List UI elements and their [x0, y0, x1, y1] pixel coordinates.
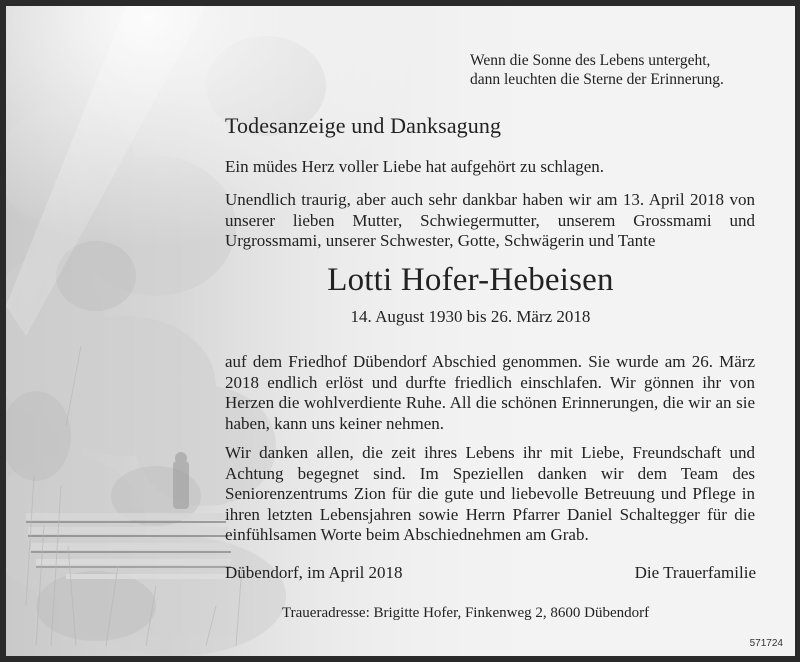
motto-quote: [470, 51, 724, 89]
background-photo-garden-bench: [6, 6, 795, 656]
ad-code: 571724: [749, 638, 783, 649]
place-and-date: Dübendorf, im April 2018: [225, 563, 403, 582]
deceased-dates: 14. August 1930 bis 26. März 2018: [350, 307, 591, 326]
mourning-address: Traueradresse: Brigitte Hofer, Finkenweg 2, 8600 Dübendorf: [282, 605, 650, 621]
paragraph-announcement: Unendlich traurig, aber auch sehr dankbar haben wir am 13. April 2018 von unserer lieben Mutter, Schwiegermutter, unserem Grossmami und Urgrossmami, unserer Schwester, Gotte, Schwägerin und Tante: [225, 190, 755, 250]
notice-heading: Todesanzeige und Danksagung: [225, 113, 502, 138]
motto-line-2: dann leuchten die Sterne der Erinnerung.: [470, 71, 724, 88]
obituary-notice: [6, 6, 795, 656]
family-signature: Die Trauerfamilie: [634, 563, 756, 582]
paragraph-thanks: Wir danken allen, die zeit ihres Lebens ihr mit Liebe, Freundschaft und Achtung begegnet sind. Im Speziellen danken wir dem Team des Seniorenzentrums Zion für die gute und liebevolle Betreuung und Pflege in ihren letzten Lebensjahren sowie Herrn Pfarrer Daniel Schaltegger für die einfühlsamen Worte beim Abschiednehmen am Grab.: [225, 443, 755, 544]
motto-line-1: Wenn die Sonne des Lebens untergeht,: [470, 52, 711, 69]
paragraph-farewell: auf dem Friedhof Dübendorf Abschied genommen. Sie wurde am 26. März 2018 endlich erlöst und durfte friedlich einschlafen. Wir gönnen ihr von Herzen die wohlverdiente Ruhe. All die schönen Erinnerungen, die wir an sie haben, kann uns keiner nehmen.: [225, 352, 755, 433]
deceased-name: Lotti Hofer-Hebeisen: [327, 262, 614, 298]
intro-line: Ein müdes Herz voller Liebe hat aufgehört zu schlagen.: [225, 157, 605, 176]
